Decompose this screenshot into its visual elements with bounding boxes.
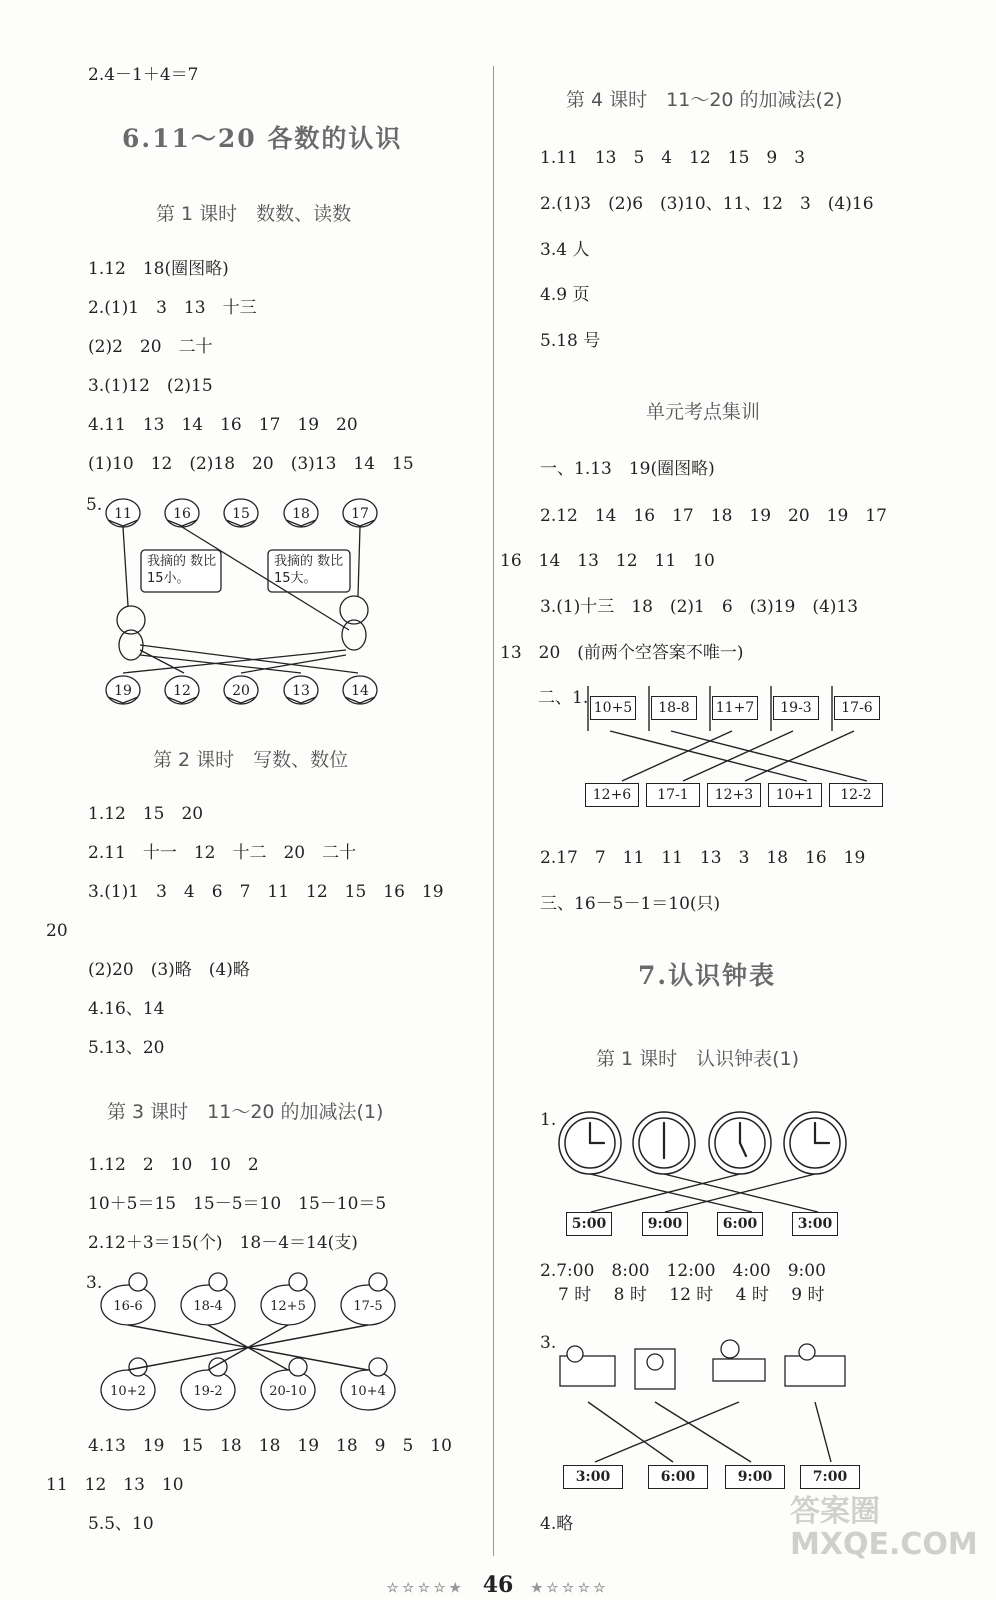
bird-bottom-expression: 10+2 bbox=[110, 1384, 146, 1399]
clock-time-box: 5:00 bbox=[566, 1212, 612, 1236]
scale-expression: 12-2 bbox=[829, 783, 883, 807]
activity-time-box: 6:00 bbox=[648, 1465, 708, 1489]
answer-line: 3.(1)十三 18 (2)1 6 (3)19 (4)13 bbox=[540, 597, 859, 617]
answer-line: 5.18 号 bbox=[540, 331, 601, 351]
lesson-title: 单元考点集训 bbox=[646, 401, 761, 423]
bird-top-expression: 17-5 bbox=[353, 1299, 383, 1314]
bird-top-expression: 12+5 bbox=[270, 1299, 306, 1314]
answer-line: 4.13 19 15 18 18 19 18 9 5 10 bbox=[88, 1436, 452, 1456]
answer-line: 7 时 8 时 12 时 4 时 9 时 bbox=[558, 1285, 825, 1305]
answer-line: 1.11 13 5 4 12 15 9 3 bbox=[540, 148, 806, 168]
scale-expression: 12+6 bbox=[585, 783, 639, 807]
star-decoration: ★☆☆☆☆ bbox=[530, 1581, 610, 1596]
peach-top-label: 18 bbox=[292, 506, 310, 522]
answer-line: 2.(1)1 3 13 十三 bbox=[88, 298, 257, 318]
lesson-title: 第 2 课时 写数、数位 bbox=[153, 749, 349, 771]
page-number: 46 bbox=[482, 1572, 514, 1598]
answer-line: 2.12 14 16 17 18 19 20 19 17 bbox=[540, 506, 887, 526]
answer-line: 1.12 18(圈图略) bbox=[88, 259, 229, 279]
answer-line: 4.11 13 14 16 17 19 20 bbox=[88, 415, 358, 435]
star-decoration: ☆☆☆☆★ bbox=[386, 1581, 466, 1596]
answer-line: 2.17 7 11 11 13 3 18 16 19 bbox=[540, 848, 866, 868]
clock-time-box: 6:00 bbox=[717, 1212, 763, 1236]
peach-bottom-label: 20 bbox=[232, 683, 250, 699]
answer-line: 2.7:00 8:00 12:00 4:00 9:00 bbox=[540, 1261, 826, 1281]
answer-line: 2.(1)3 (2)6 (3)10、11、12 3 (4)16 bbox=[540, 194, 874, 214]
question-number: 3. bbox=[86, 1273, 103, 1293]
column-divider bbox=[493, 66, 494, 1556]
answer-line: 2.11 十一 12 十二 20 二十 bbox=[88, 843, 357, 863]
bird-bottom-expression: 10+4 bbox=[350, 1384, 386, 1399]
activity-time-box: 7:00 bbox=[800, 1465, 860, 1489]
bird-bottom-expression: 20-10 bbox=[269, 1384, 307, 1399]
answer-line: 1.12 15 20 bbox=[88, 804, 204, 824]
answer-line: 10＋5＝15 15－5＝10 15－10＝5 bbox=[88, 1194, 387, 1214]
clock-time-box: 9:00 bbox=[642, 1212, 688, 1236]
page-footer bbox=[0, 1572, 996, 1598]
lesson-title: 第 1 课时 数数、读数 bbox=[156, 203, 352, 225]
peach-bottom-label: 19 bbox=[114, 683, 132, 699]
speech-bubble-right: 我摘的 数比15大。 bbox=[274, 554, 344, 586]
scale-expression: 12+3 bbox=[707, 783, 761, 807]
answer-line: 3.(1)1 3 4 6 7 11 12 15 16 19 bbox=[88, 882, 444, 902]
flag-expression: 18-8 bbox=[651, 696, 697, 720]
flag-expression: 11+7 bbox=[712, 696, 758, 720]
answer-line: 2.4－1＋4＝7 bbox=[88, 65, 199, 85]
answer-line: (2)2 20 二十 bbox=[88, 337, 213, 357]
answer-line: 一、1.13 19(圈图略) bbox=[540, 459, 715, 479]
answer-line: (1)10 12 (2)18 20 (3)13 14 15 bbox=[88, 454, 414, 474]
peach-bottom-label: 14 bbox=[351, 683, 369, 699]
flag-expression: 17-6 bbox=[834, 696, 880, 720]
answer-line: 5.13、20 bbox=[88, 1038, 165, 1058]
question-number: 3. bbox=[540, 1333, 557, 1353]
peach-top-label: 16 bbox=[173, 506, 191, 522]
section-title: 6.11～20 各数的认识 bbox=[122, 124, 403, 153]
speech-bubble-left: 我摘的 数比15小。 bbox=[147, 554, 217, 586]
peach-top-label: 11 bbox=[114, 506, 132, 522]
question-number: 二、1. bbox=[538, 688, 589, 708]
answer-line: 1.12 2 10 10 2 bbox=[88, 1155, 259, 1175]
activity-time-box: 9:00 bbox=[725, 1465, 785, 1489]
peach-top-label: 17 bbox=[351, 506, 369, 522]
answer-line: 4.16、14 bbox=[88, 999, 165, 1019]
question-number: 1. bbox=[540, 1110, 557, 1130]
activity-time-box: 3:00 bbox=[563, 1465, 623, 1489]
flag-expression: 19-3 bbox=[773, 696, 819, 720]
answer-line: (2)20 (3)略 (4)略 bbox=[88, 960, 250, 980]
answer-line: 13 20 (前两个空答案不唯一) bbox=[500, 643, 744, 663]
flag-expression: 10+5 bbox=[590, 696, 636, 720]
monkey-peach-matching-figure bbox=[96, 490, 386, 720]
daily-activity-matching-figure bbox=[555, 1334, 865, 1474]
peach-top-label: 15 bbox=[232, 506, 250, 522]
answer-line: 2.12＋3＝15(个) 18－4＝14(支) bbox=[88, 1233, 358, 1253]
answer-line: 20 bbox=[46, 921, 68, 941]
lesson-title: 第 1 课时 认识钟表(1) bbox=[596, 1048, 800, 1070]
clock-time-box: 3:00 bbox=[792, 1212, 838, 1236]
answer-line: 4.略 bbox=[540, 1514, 574, 1534]
answer-line: 三、16－5－1＝10(只) bbox=[540, 894, 721, 914]
answer-line: 4.9 页 bbox=[540, 285, 590, 305]
answer-line: 11 12 13 10 bbox=[46, 1475, 184, 1495]
watermark: 答案圈 MXQE.COM bbox=[790, 1494, 978, 1562]
peach-bottom-label: 12 bbox=[173, 683, 191, 699]
scale-expression: 17-1 bbox=[646, 783, 700, 807]
peach-bottom-label: 13 bbox=[292, 683, 310, 699]
answer-line: 3.(1)12 (2)15 bbox=[88, 376, 213, 396]
lesson-title: 第 3 课时 11～20 的加减法(1) bbox=[107, 1101, 384, 1123]
question-number: 5. bbox=[86, 495, 103, 515]
bird-top-expression: 18-4 bbox=[193, 1299, 223, 1314]
bird-top-expression: 16-6 bbox=[113, 1299, 143, 1314]
bird-matching-figure bbox=[98, 1270, 398, 1420]
bird-bottom-expression: 19-2 bbox=[193, 1384, 223, 1399]
answer-line: 3.4 人 bbox=[540, 240, 590, 260]
answer-line: 5.5、10 bbox=[88, 1514, 154, 1534]
answer-line: 16 14 13 12 11 10 bbox=[500, 551, 715, 571]
scale-expression: 10+1 bbox=[768, 783, 822, 807]
lesson-title: 第 4 课时 11～20 的加减法(2) bbox=[566, 89, 843, 111]
section-title: 7.认识钟表 bbox=[638, 961, 777, 990]
